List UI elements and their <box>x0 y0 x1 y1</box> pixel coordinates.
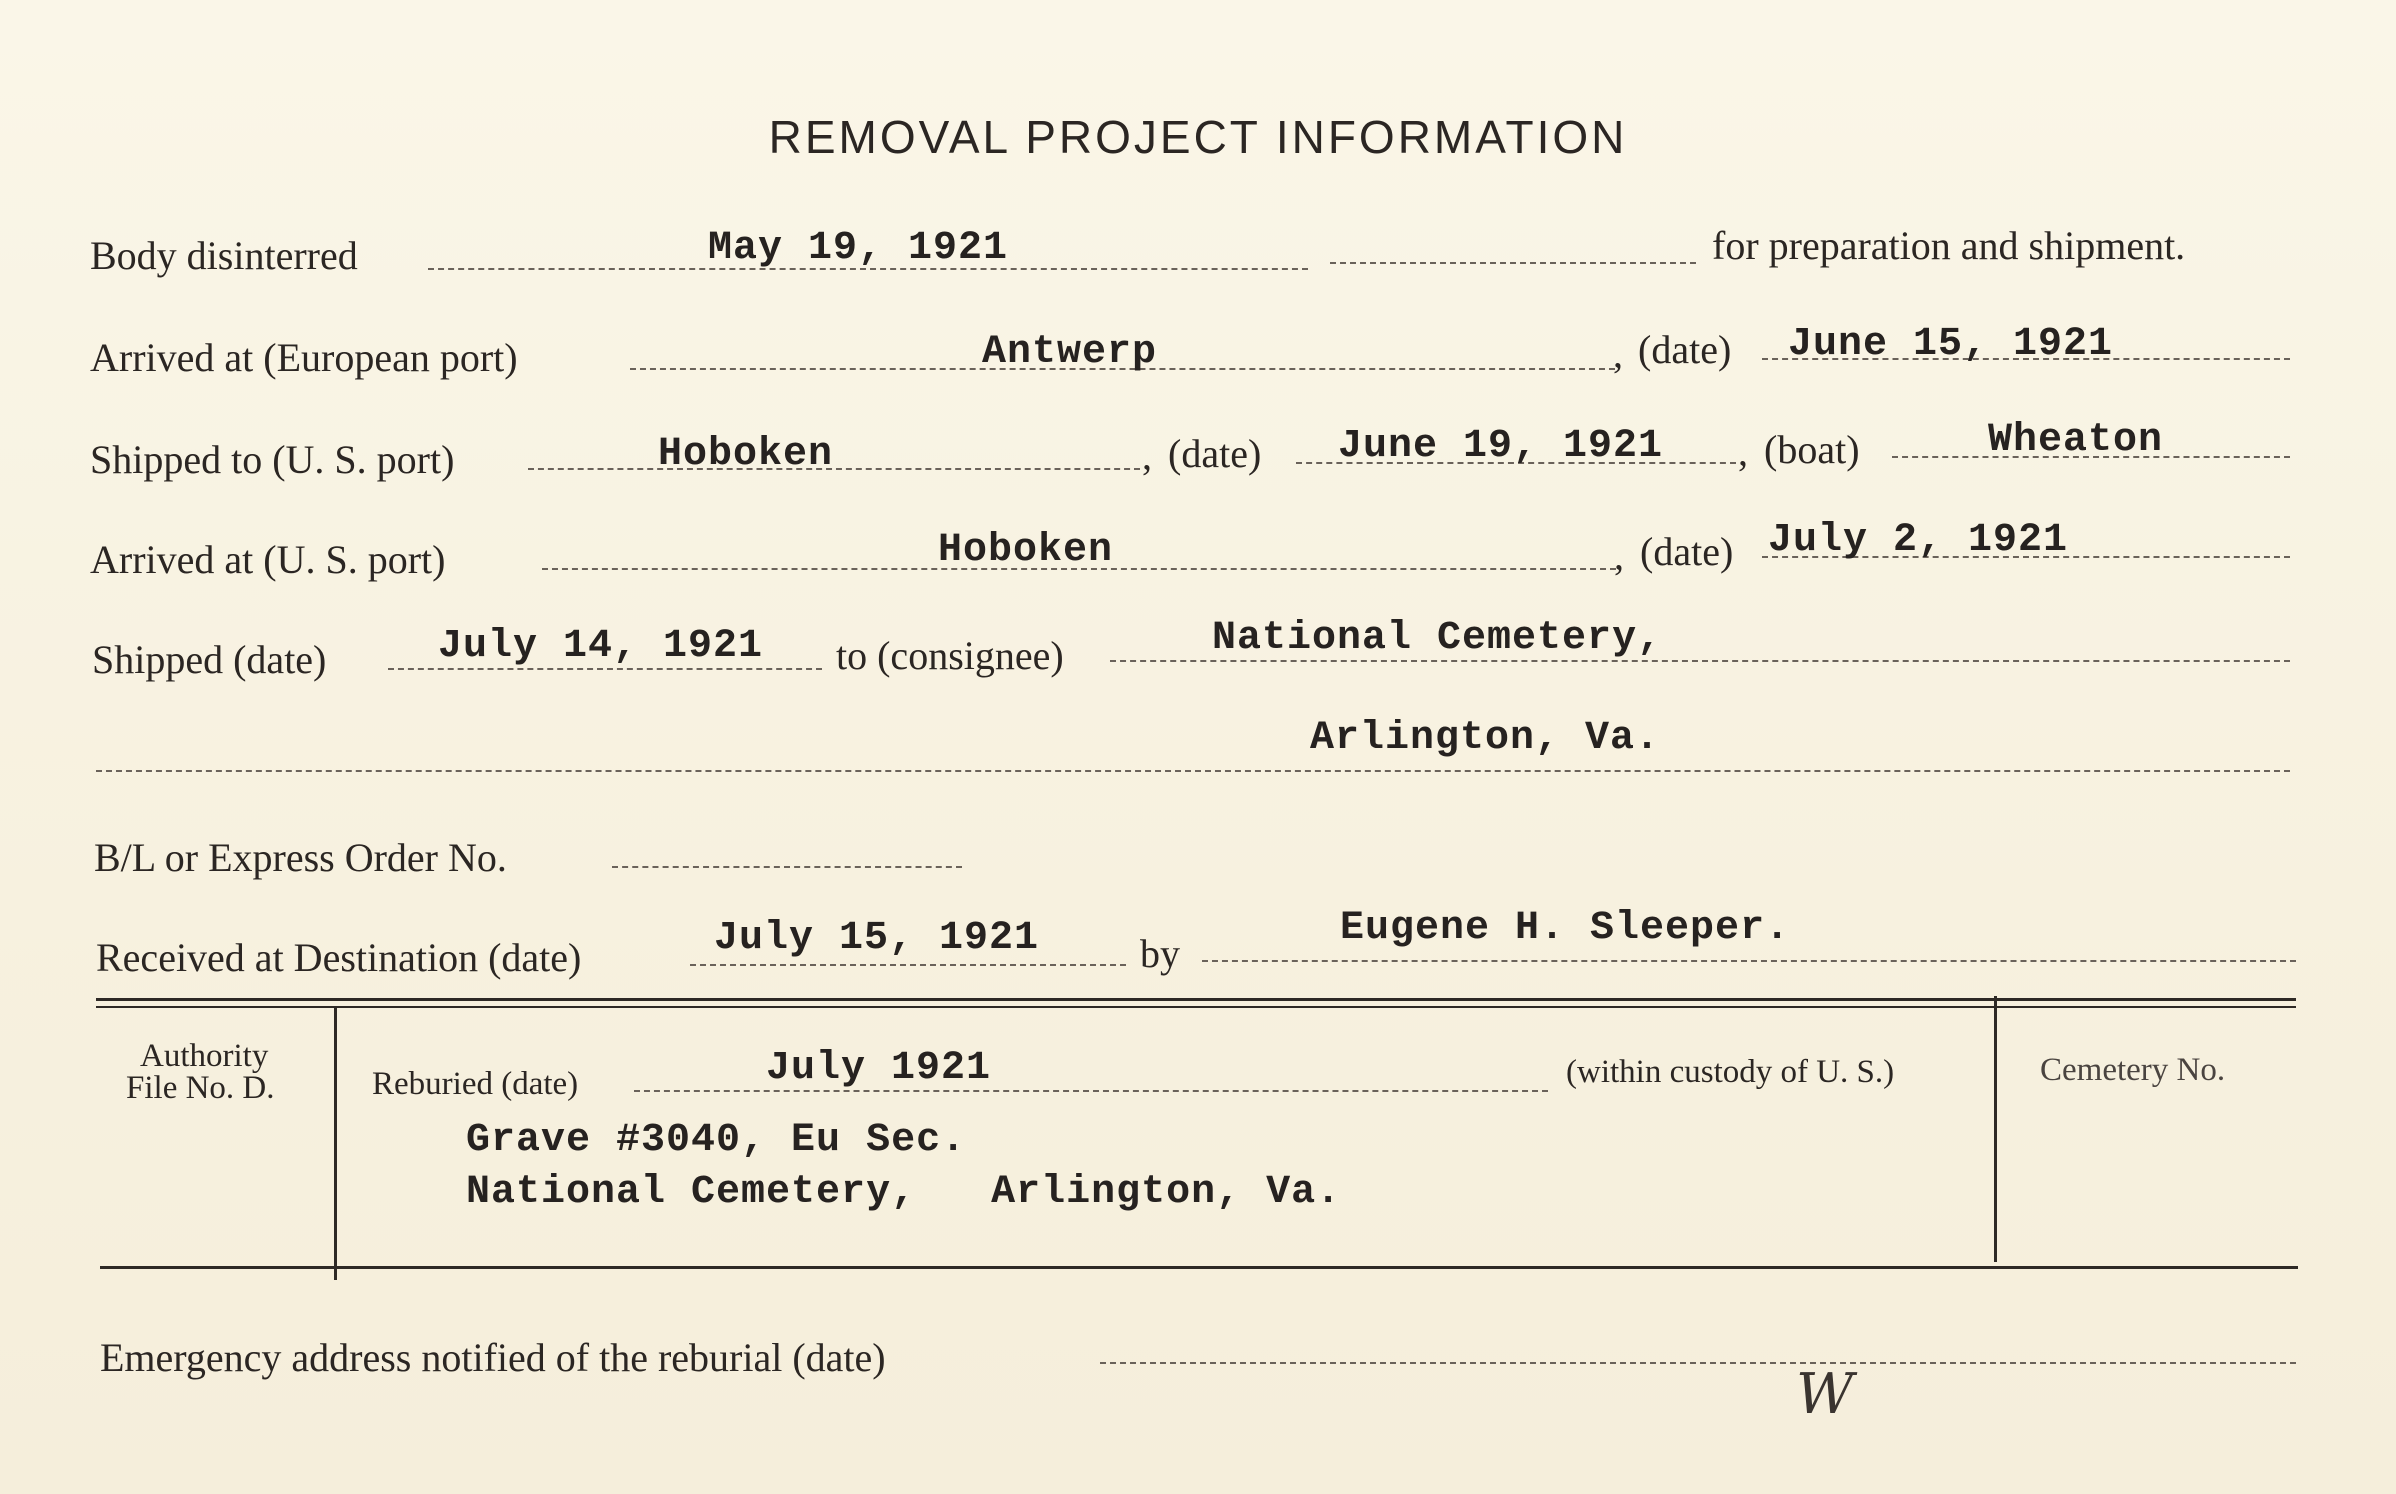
comma-2: , <box>1142 433 1152 478</box>
line-bl-order <box>612 866 962 868</box>
comma-4: , <box>1614 533 1624 578</box>
value-boat: Wheaton <box>1988 418 2164 463</box>
value-consignee-line2: Arlington, Va. <box>1310 716 1661 761</box>
label-arrived-us: Arrived at (U. S. port) <box>90 537 446 582</box>
double-rule-bottom <box>96 1006 2296 1008</box>
label-bl-order: B/L or Express Order No. <box>94 835 507 880</box>
label-date-shipped-us: (date) <box>1168 431 1262 476</box>
card-title: REMOVAL PROJECT INFORMATION <box>768 111 1628 163</box>
value-grave-location: National Cemetery, Arlington, Va. <box>466 1170 1342 1215</box>
value-grave: Grave #3040, Eu Sec. <box>466 1118 967 1163</box>
label-received: Received at Destination (date) <box>96 935 582 980</box>
label-shipped-to-us: Shipped to (U. S. port) <box>90 437 455 482</box>
value-received-date: July 15, 1921 <box>714 916 1040 961</box>
label-by: by <box>1140 931 1180 976</box>
label-boat: (boat) <box>1764 427 1860 472</box>
value-european-date: June 15, 1921 <box>1788 322 2114 367</box>
box-bottom-rule <box>100 1266 2298 1269</box>
label-emergency: Emergency address notified of the reburial (date) <box>100 1335 886 1380</box>
comma-3: , <box>1738 429 1748 474</box>
label-date-european: (date) <box>1638 327 1732 372</box>
value-disinterred-date: May 19, 1921 <box>708 226 1009 271</box>
label-for-preparation: for preparation and shipment. <box>1712 223 2186 268</box>
box-divider-right <box>1994 996 1997 1262</box>
double-rule-top <box>96 998 2296 1001</box>
comma-1: , <box>1613 331 1623 376</box>
box-divider-left <box>334 1008 337 1280</box>
handwritten-initials: W <box>1796 1362 1854 1427</box>
line-consignee-2 <box>96 770 2290 772</box>
value-reburied-date: July 1921 <box>766 1046 992 1091</box>
label-reburied: Reburied (date) <box>372 1066 579 1102</box>
label-date-arrived-us: (date) <box>1640 529 1734 574</box>
label-within-custody: (within custody of U. S.) <box>1566 1054 1895 1090</box>
label-shipped-date: Shipped (date) <box>92 637 327 682</box>
value-shipped-date: July 14, 1921 <box>438 624 764 669</box>
label-body-disinterred: Body disinterred <box>90 233 358 278</box>
line-disinterred-extra <box>1330 262 1696 264</box>
line-us-port <box>528 468 1140 470</box>
value-european-port: Antwerp <box>982 330 1158 375</box>
label-authority: Authority <box>140 1038 269 1074</box>
value-received-by: Eugene H. Sleeper. <box>1340 906 1791 951</box>
value-consignee-line1: National Cemetery, <box>1212 616 1663 661</box>
label-cemetery-no: Cemetery No. <box>2040 1052 2226 1088</box>
line-emergency-date <box>1100 1362 2296 1364</box>
label-arrived-european: Arrived at (European port) <box>90 335 518 380</box>
value-arrived-us-port: Hoboken <box>938 528 1114 573</box>
value-shipped-us-date: June 19, 1921 <box>1338 424 1664 469</box>
label-file-no: File No. D. <box>126 1070 275 1106</box>
value-arrived-us-date: July 2, 1921 <box>1768 518 2069 563</box>
label-to-consignee: to (consignee) <box>836 633 1064 678</box>
line-received-date <box>690 964 1126 966</box>
line-received-by <box>1202 960 2296 962</box>
value-us-port: Hoboken <box>658 432 834 477</box>
